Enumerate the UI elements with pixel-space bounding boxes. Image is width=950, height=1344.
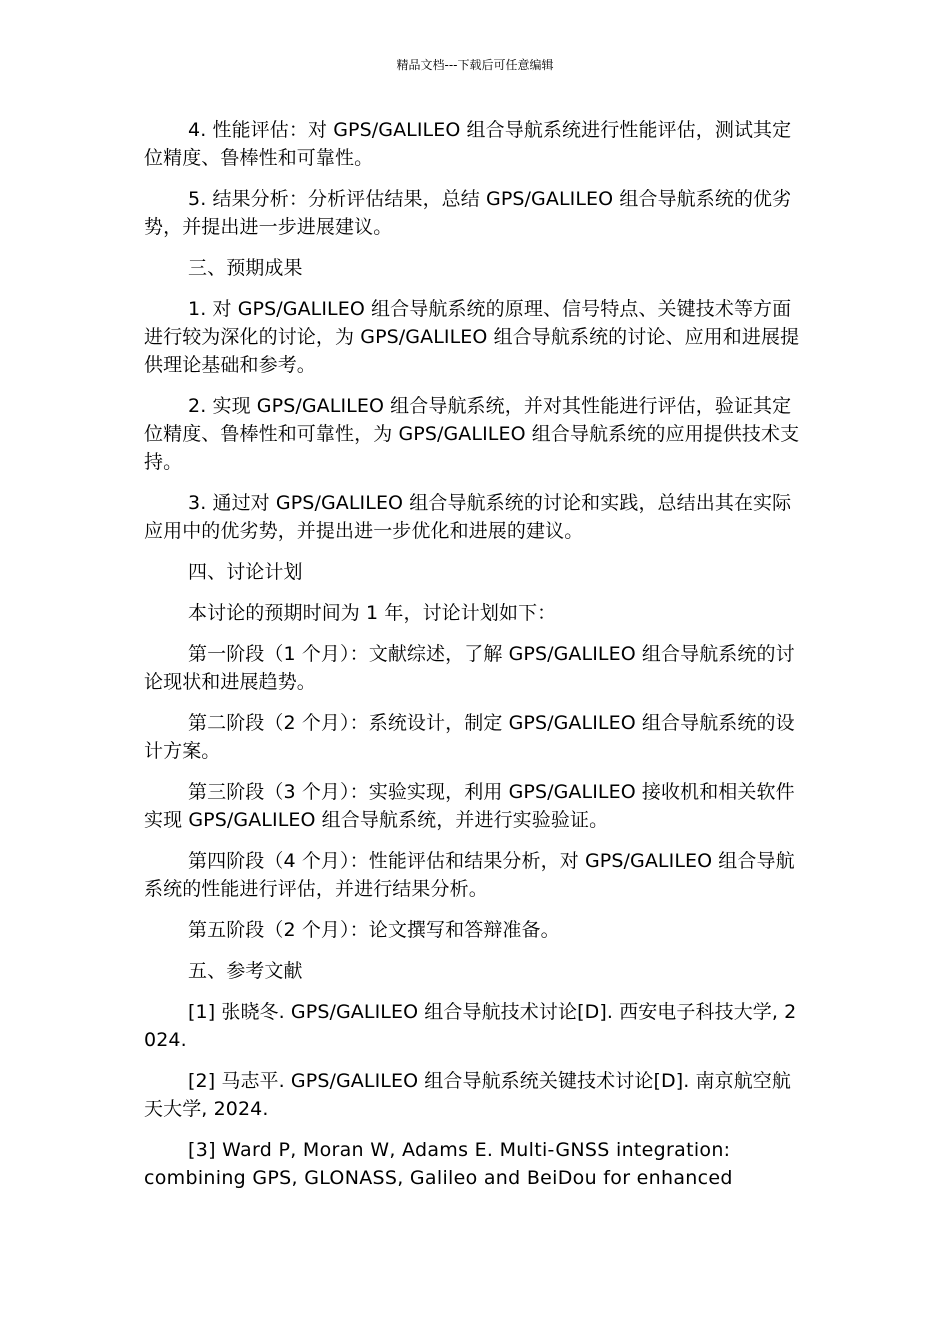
paragraph-stage-5: 第五阶段（2 个月）：论文撰写和答辩准备。 xyxy=(188,919,560,941)
page-header: 精品文档---下载后可任意编辑 xyxy=(396,58,554,72)
document-body xyxy=(144,116,800,1205)
reference-3: [3] Ward P, Moran W, Adams E. Multi-GNSS integration: combining GPS, GLONASS, Galileo and BeiDou for enhanced xyxy=(144,1139,733,1189)
paragraph-stage-4: 第四阶段（4 个月）：性能评估和结果分析，对 GPS/GALILEO 组合导航系统的性能进行评估，并进行结果分析。 xyxy=(144,850,795,900)
section-heading-research-plan: 四、讨论计划 xyxy=(188,561,303,583)
paragraph-result-analysis: 5. 结果分析：分析评估结果，总结 GPS/GALILEO 组合导航系统的优劣势，并提出进一步进展建议。 xyxy=(144,188,792,238)
paragraph-performance-evaluation: 4. 性能评估：对 GPS/GALILEO 组合导航系统进行性能评估，测试其定位精度、鲁棒性和可靠性。 xyxy=(144,119,792,169)
paragraph-plan-intro: 本讨论的预期时间为 1 年，讨论计划如下： xyxy=(188,602,557,624)
paragraph-stage-3: 第三阶段（3 个月）：实验实现，利用 GPS/GALILEO 接收机和相关软件实现 GPS/GALILEO 组合导航系统，并进行实验验证。 xyxy=(144,781,795,831)
reference-1: [1] 张晓冬. GPS/GALILEO 组合导航技术讨论[D]. 西安电子科技大学, 2024. xyxy=(144,1001,797,1051)
reference-2: [2] 马志平. GPS/GALILEO 组合导航系统关键技术讨论[D]. 南京航空航天大学, 2024. xyxy=(144,1070,792,1120)
paragraph-expected-result-2: 2. 实现 GPS/GALILEO 组合导航系统，并对其性能进行评估，验证其定位精度、鲁棒性和可靠性，为 GPS/GALILEO 组合导航系统的应用提供技术支持。 xyxy=(144,395,800,473)
section-heading-references: 五、参考文献 xyxy=(188,960,303,982)
paragraph-stage-1: 第一阶段（1 个月）：文献综述，了解 GPS/GALILEO 组合导航系统的讨论现状和进展趋势。 xyxy=(144,643,795,693)
paragraph-stage-2: 第二阶段（2 个月）：系统设计，制定 GPS/GALILEO 组合导航系统的设计方案。 xyxy=(144,712,795,762)
paragraph-expected-result-1: 1. 对 GPS/GALILEO 组合导航系统的原理、信号特点、关键技术等方面进行较为深化的讨论，为 GPS/GALILEO 组合导航系统的讨论、应用和进展提供理论基础和参考。 xyxy=(144,298,800,376)
paragraph-expected-result-3: 3. 通过对 GPS/GALILEO 组合导航系统的讨论和实践，总结出其在实际应用中的优劣势，并提出进一步优化和进展的建议。 xyxy=(144,492,792,542)
section-heading-expected-results: 三、预期成果 xyxy=(188,257,303,279)
